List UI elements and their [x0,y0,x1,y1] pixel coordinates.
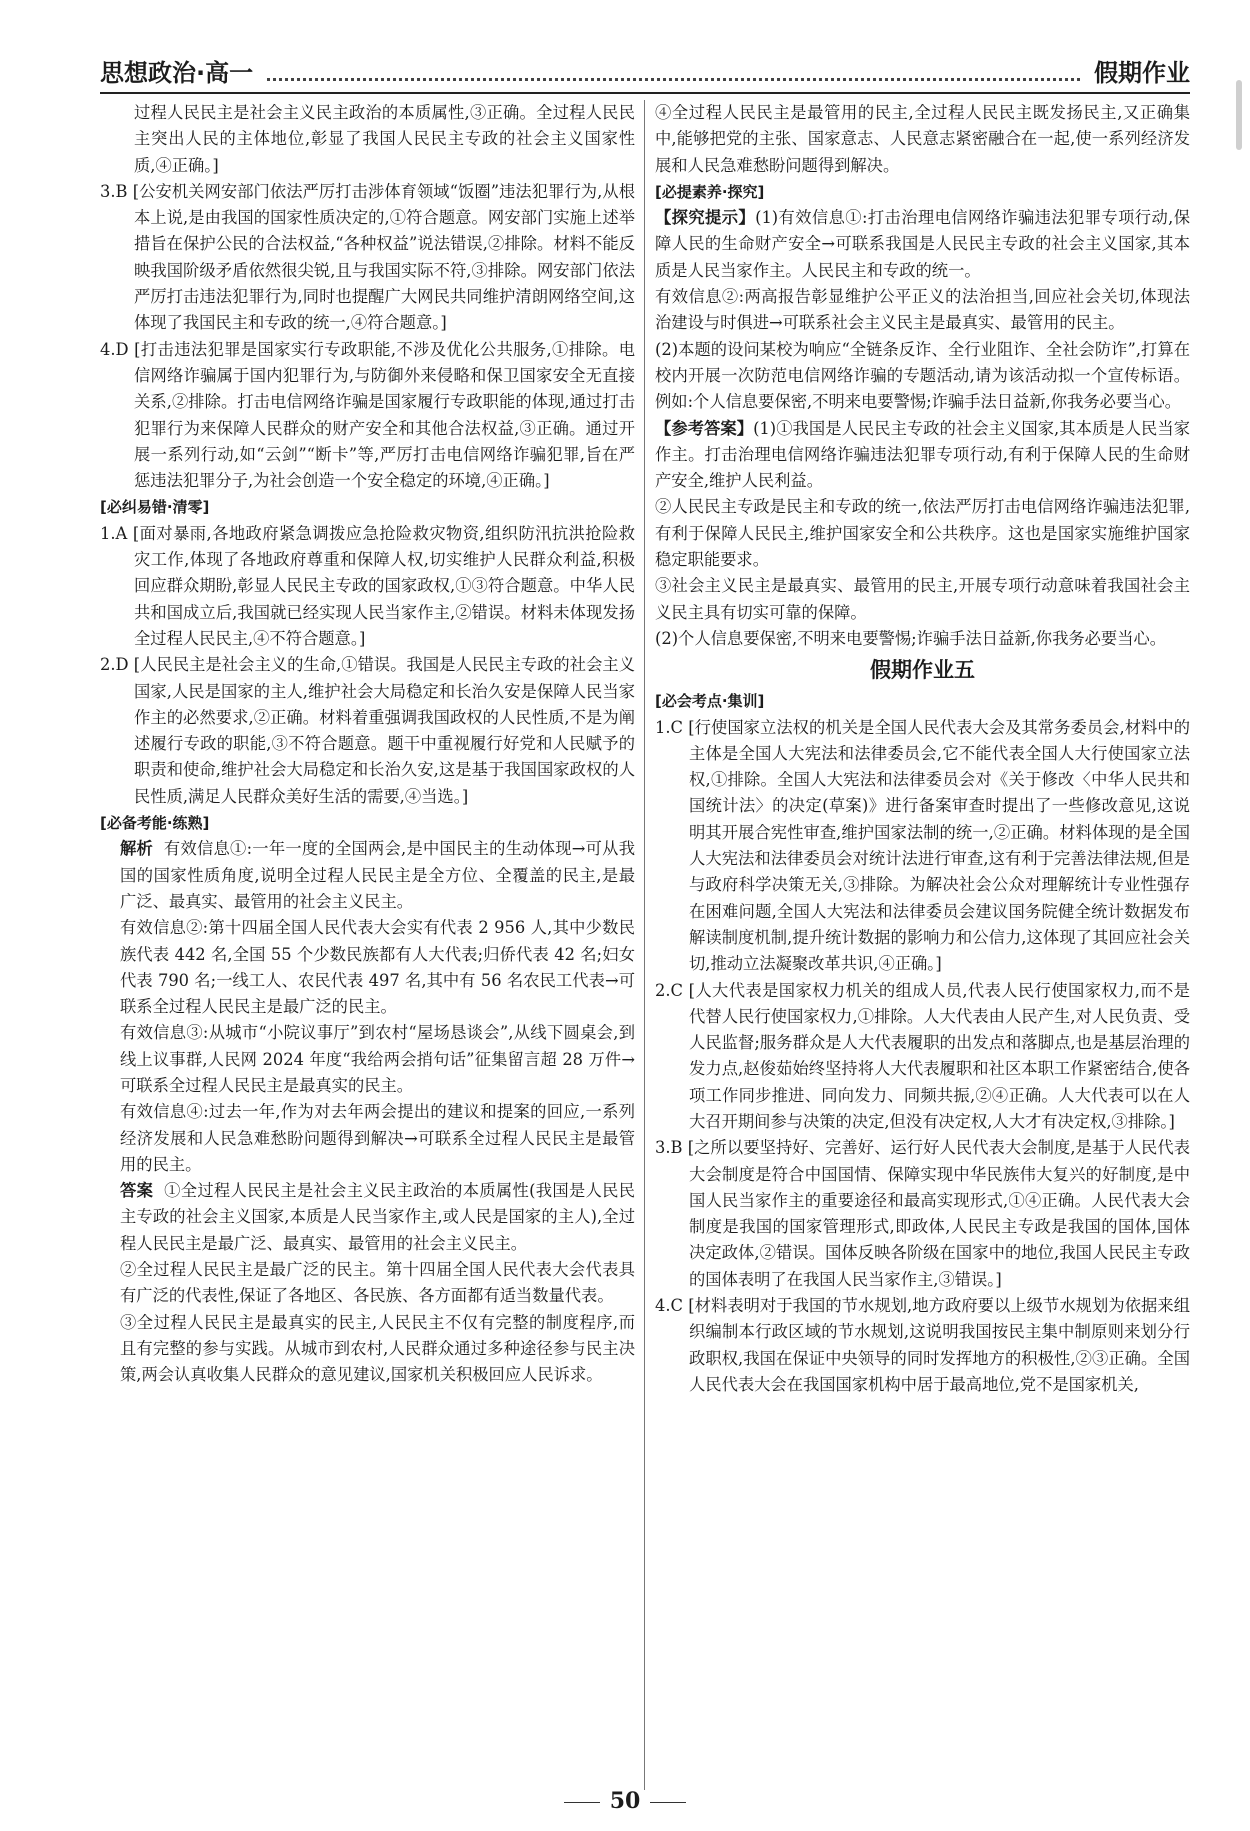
column-divider [644,100,645,1790]
answer-item-4: 4.C [材料表明对于我国的节水规划,地方政府要以上级节水规划为依据来组织编制本行政区域的节水规划,这说明我国按民主集中制原则来划分行政职权,我国在保证中央领导的同时发挥地方的积极性,②③正确。全国人民代表大会在我国国家机构中居于最高地位,党不是国家机关, [655,1296,1190,1394]
page-header [100,52,1190,88]
right-column [655,100,1190,1790]
analysis-paragraph [100,836,635,915]
explore-hint-text-1: (1)有效信息①:打击治理电信网络诈骗违法犯罪专项行动,保障人民的生命财产安全→可联系我国是人民民主专政的社会主义国家,其本质是人民当家作主。人民民主和专政的统一。 [655,208,1190,280]
page-edge-shadow [1236,80,1242,150]
answer-item-1: 1.A [面对暴雨,各地政府紧急调拨应急抢险救灾物资,组织防汛抗洪抢险救灾工作,体现了各地政府尊重和保障人权,切实维护人民群众利益,积极回应群众期盼,彰显人民民主专政的国家政权,①③符合题意。中华人民共和国成立后,我国就已经实现人民当家作主,②错误。材料未体现发扬全过程人民民主,④不符合题意。] [100,523,635,648]
analysis-text-2: 有效信息②:第十四届全国人民代表大会实有代表 2 956 人,其中少数民族代表 442 名,全国 55 个少数民族都有人大代表;归侨代表 42 名;妇女代表 790 名;一线工人、农民代表 497 名,其中有 56 名农民工代表→可联系全过程人民民主是最广泛的民主。 [120,918,635,1017]
answer-text-3: ③全过程人民民主是最真实的民主,人民民主不仅有完整的制度程序,而且有完整的参与实践。从城市到农村,人民群众通过多种途径参与民主决策,两会认真收集人民群众的意见建议,国家机关积极回应人民诉求。 [120,1312,635,1385]
header-rule [100,92,1190,94]
reference-answer-text-1: (1)①我国是人民民主专政的社会主义国家,其本质是人民当家作主。打击治理电信网络诈骗违法犯罪专项行动,有利于保障人民的生命财产安全,维护人民利益。 [655,418,1190,491]
answer-key: 答案 [120,1181,154,1201]
answer-paragraph [100,1178,635,1257]
explore-hint-key: 【探究提示】 [655,208,756,228]
explore-hint-text-3: (2)本题的设问某校为响应“全链条反诈、全行业阻诈、全社会防诈”,打算在校内开展一次防范电信网络诈骗的专题活动,请为该活动拟一个宣传标语。例如:个人信息要保密,不明来电要警惕;诈骗手法日益新,你我务必要当心。 [655,339,1190,412]
paragraph: ④全过程人民民主是最管用的民主,全过程人民民主既发扬民主,又正确集中,能够把党的主张、国家意志、人民意志紧密融合在一起,使一系列经济发展和人民急难愁盼问题得到解决。 [655,103,1190,175]
reference-answer [655,416,1190,495]
answer-text-1: ①全过程人民民主是社会主义民主政治的本质属性(我国是人民民主专政的社会主义国家,本质是人民当家作主,或人民是国家的主人),全过程人民民主是最广泛、最真实、最管用的社会主义民主。 [120,1181,635,1253]
book-title: 假期作业 [1094,59,1190,87]
answer-item-4: 4.D [打击违法犯罪是国家实行专政职能,不涉及优化公共服务,①排除。电信网络诈骗属于国内犯罪行为,与防御外来侵略和保卫国家安全无直接关系,②排除。打击电信网络诈骗是国家履行专政职能的体现,通过打击犯罪行为来保障人民群众的财产安全和其他合法权益,③正确。通过开展一系列行动,如“云剑”“断卡”等,严厉打击电信网络诈骗犯罪,旨在严惩违法犯罪分子,为社会创造一个安全稳定的环境,④正确。] [100,339,635,491]
page-number-dash-left [564,1802,600,1803]
answer-item-2: 2.C [人大代表是国家权力机关的组成人员,代表人民行使国家权力,而不是代替人民行使国家权力,①排除。人大代表由人民产生,对人民负责、受人民监督;服务群众是人大代表履职的出发点和落脚点,也是基层治理的发力点,赵俊茹始终坚持将人大代表履职和社区本职工作紧密结合,使各项工作同步推进、同向发力、同频共振,②④正确。人大代表可以在人大召开期间参与决策的决定,但没有决定权,人大才有决定权,③排除。] [655,980,1190,1131]
answer-text-2: ②全过程人民民主是最广泛的民主。第十四届全国人民代表大会代表具有广泛的代表性,保证了各地区、各民族、各方面都有适当数量代表。 [120,1260,635,1306]
answer-item-2: 2.D [人民民主是社会主义的生命,①错误。我国是人民民主专政的社会主义国家,人民是国家的主人,维护社会大局稳定和长治久安是保障人民当家作主的必然要求,②正确。材料着重强调我国政权的人民性质,不是为阐述履行专政的职能,③不符合题意。题干中重视履行好党和人民赋予的职责和使命,维护社会大局稳定和长治久安,这是基于我国国家政权的人民性质,满足人民群众美好生活的需要,④当选。] [100,655,635,806]
header-dotted-leader [267,78,1080,81]
analysis-text-4: 有效信息④:过去一年,作为对去年两会提出的建议和提案的回应,一系列经济发展和人民急难愁盼问题得到解决→可联系全过程人民民主是最管用的民主。 [120,1102,635,1174]
page-number-text: 50 [609,1788,641,1814]
reference-answer-key: 【参考答案】 [655,418,754,438]
analysis-text-1: 有效信息①:一年一度的全国两会,是中国民主的生动体现→可从我国的国家性质角度,说明全过程人民民主是全方位、全覆盖的民主,是最广泛、最真实、最管用的社会主义民主。 [120,839,635,911]
reference-answer-text-2: ②人民民主专政是民主和专政的统一,依法严厉打击电信网络诈骗违法犯罪,有利于保障人民民主,维护国家安全和公共秩序。这也是国家实施维护国家稳定职能要求。 [655,497,1190,570]
analysis-key: 解析 [120,839,154,859]
left-column [100,100,635,1790]
section-label-biti: [必提素养·探究] [655,182,765,201]
subject-title: 思想政治·高一 [100,59,254,87]
explore-hint [655,205,1190,284]
reference-answer-text-3: ③社会主义民主是最真实、最管用的民主,开展专项行动意味着我国社会主义民主具有切实可靠的保障。 [655,576,1190,622]
assignment-title: 假期作业五 [870,658,975,683]
paragraph: 过程人民民主是社会主义民主政治的本质属性,③正确。全过程人民民主突出人民的主体地位,彰显了我国人民民主专政的社会主义国家性质,④正确。] [134,103,635,175]
reference-answer-text-4: (2)个人信息要保密,不明来电要警惕;诈骗手法日益新,你我务必要当心。 [655,628,1167,648]
section-label-bibei: [必备考能·练熟] [100,814,210,833]
page-number-dash-right [650,1802,686,1803]
page-number [0,1788,1250,1814]
answer-item-1: 1.C [行使国家立法权的机关是全国人民代表大会及其常务委员会,材料中的主体是全国人大宪法和法律委员会,它不能代表全国人大行使国家立法权,①排除。全国人大宪法和法律委员会对《关于修改〈中华人民共和国统计法〉的决定(草案)》进行备案审查时提出了一些修改意见,这说明其开展合宪性审查,维护国家法制的统一,②正确。材料体现的是全国人大宪法和法律委员会对统计法进行审查,这有利于完善法律法规,但是与政府科学决策无关,③排除。为解决社会公众对理解统计专业性强存在困难问题,全国人大宪法和法律委员会建议国务院健全统计数据发布解读制度机制,提升统计数据的影响力和公信力,这体现了其回应社会关切,推动立法凝聚改革共识,④正确。] [655,717,1190,974]
explore-hint-text-2: 有效信息②:两高报告彰显维护公平正义的法治担当,回应社会关切,体现法治建设与时俱进→可联系社会主义民主是最真实、最管用的民主。 [655,287,1190,333]
analysis-text-3: 有效信息③:从城市“小院议事厅”到农村“屋场恳谈会”,从线下圆桌会,到线上议事群,人民网 2024 年度“我给两会捎句话”征集留言超 28 万件→可联系全过程人民民主是最真实的民主。 [120,1023,635,1095]
answer-item-3: 3.B [之所以要坚持好、完善好、运行好人民代表大会制度,是基于人民代表大会制度是符合中国国情、保障实现中华民族伟大复兴的好制度,是中国人民当家作主的重要途径和最高实现形式,①④正确。人民代表大会制度是我国的国家管理形式,即政体,人民民主专政是我国的国体,国体决定政体,②错误。国体反映各阶级在国家中的地位,我国人民民主专政的国体表明了在我国人民当家作主,③错误。] [655,1138,1190,1289]
section-label-bijiu: [必纠易错·清零] [100,498,210,517]
answer-item-3: 3.B [公安机关网安部门依法严厉打击涉体育领域“饭圈”违法犯罪行为,从根本上说,是由我国的国家性质决定的,①符合题意。网安部门实施上述举措旨在保护公民的合法权益,“各种权益”说法错误,②排除。材料不能反映我国阶级矛盾依然很尖锐,且与我国实际不符,③排除。网安部门依法严厉打击违法犯罪行为,同时也提醒广大网民共同维护清朗网络空间,这体现了我国民主和专政的统一,④符合题意。] [100,181,635,333]
section-label-bihui: [必会考点·集训] [655,692,765,711]
